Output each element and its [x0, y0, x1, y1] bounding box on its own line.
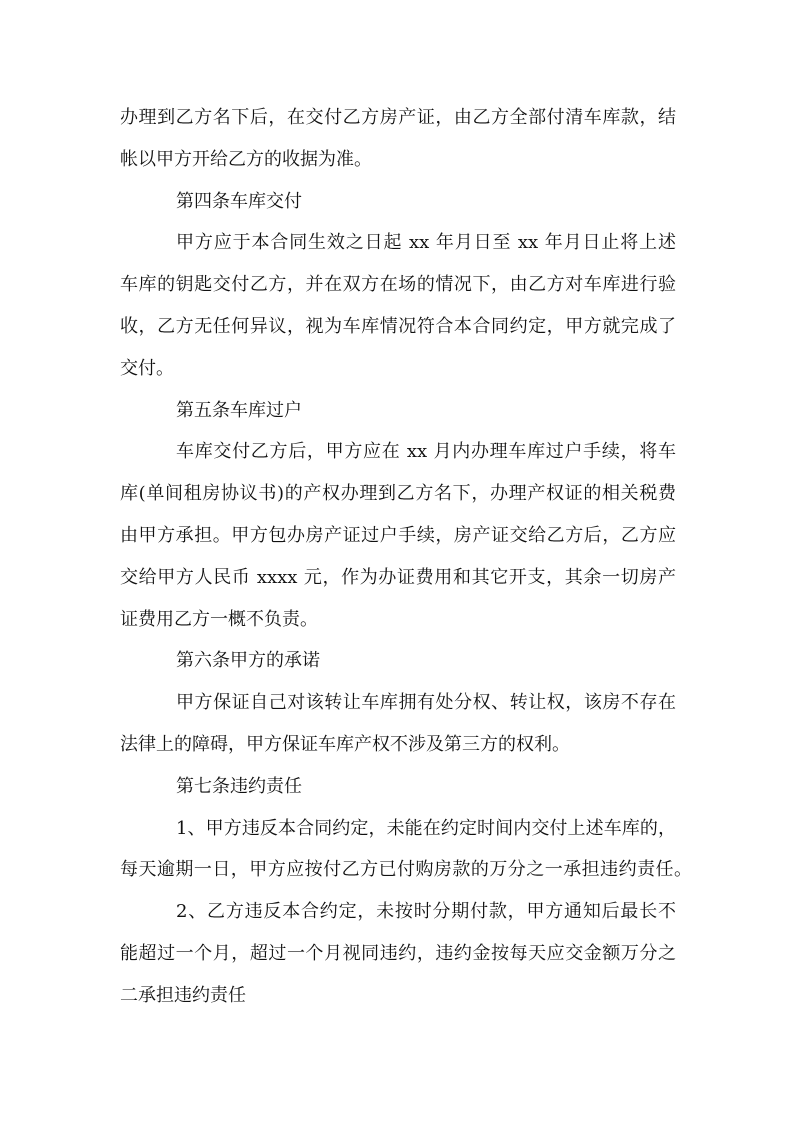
body-line: 收，乙方无任何异议，视为车库情况符合本合同约定，甲方就完成了	[120, 315, 676, 337]
section-4	[120, 181, 676, 390]
section-5	[120, 390, 676, 641]
clause-item-2	[120, 891, 676, 1016]
clause-item-1	[120, 808, 692, 892]
section-6	[120, 640, 676, 765]
body-line: 车库交付乙方后，甲方应在 xx 月内办理车库过户手续，将车	[176, 441, 676, 463]
paragraph	[120, 431, 676, 640]
body-line: 1、甲方违反本合同约定，未能在约定时间内交付上述车库的，	[176, 817, 676, 839]
body-line: 甲方保证自己对该转让车库拥有处分权、转让权，该房不存在	[176, 692, 676, 714]
body-line: 二承担违约责任	[120, 984, 246, 1006]
body-line: 帐以甲方开给乙方的收据为准。	[120, 148, 372, 170]
body-line: 由甲方承担。甲方包办房产证过户手续，房产证交给乙方后，乙方应	[120, 524, 676, 546]
continued-paragraph	[120, 97, 676, 181]
body-line: 交给甲方人民币 xxxx 元，作为办证费用和其它开支，其余一切房产	[120, 566, 676, 588]
section-heading: 第五条车库过户	[176, 399, 302, 421]
section-heading: 第六条甲方的承诺	[176, 650, 320, 672]
body-line: 证费用乙方一概不负责。	[120, 608, 318, 630]
body-line: 交付。	[120, 357, 174, 379]
section-heading: 第七条违约责任	[176, 775, 302, 797]
body-line: 库(单间租房协议书)的产权办理到乙方名下，办理产权证的相关税费	[120, 483, 676, 505]
section-heading: 第四条车库交付	[176, 190, 302, 212]
body-line: 甲方应于本合同生效之日起 xx 年月日至 xx 年月日止将上述	[176, 232, 676, 254]
body-line: 2、乙方违反本合约定，未按时分期付款，甲方通知后最长不	[176, 901, 676, 923]
body-line: 车库的钥匙交付乙方，并在双方在场的情况下，由乙方对车库进行验	[120, 274, 676, 296]
body-line: 能超过一个月，超过一个月视同违约，违约金按每天应交金额万分之	[120, 942, 676, 964]
section-7	[120, 766, 692, 1017]
body-line: 每天逾期一日，甲方应按付乙方已付购房款的万分之一承担违约责任。	[120, 859, 692, 881]
paragraph	[120, 682, 676, 766]
document-body	[120, 97, 692, 1017]
body-line: 办理到乙方名下后，在交付乙方房产证，由乙方全部付清车库款，结	[120, 107, 676, 128]
body-line: 法律上的障碍，甲方保证车库产权不涉及第三方的权利。	[120, 733, 570, 755]
paragraph	[120, 222, 676, 389]
